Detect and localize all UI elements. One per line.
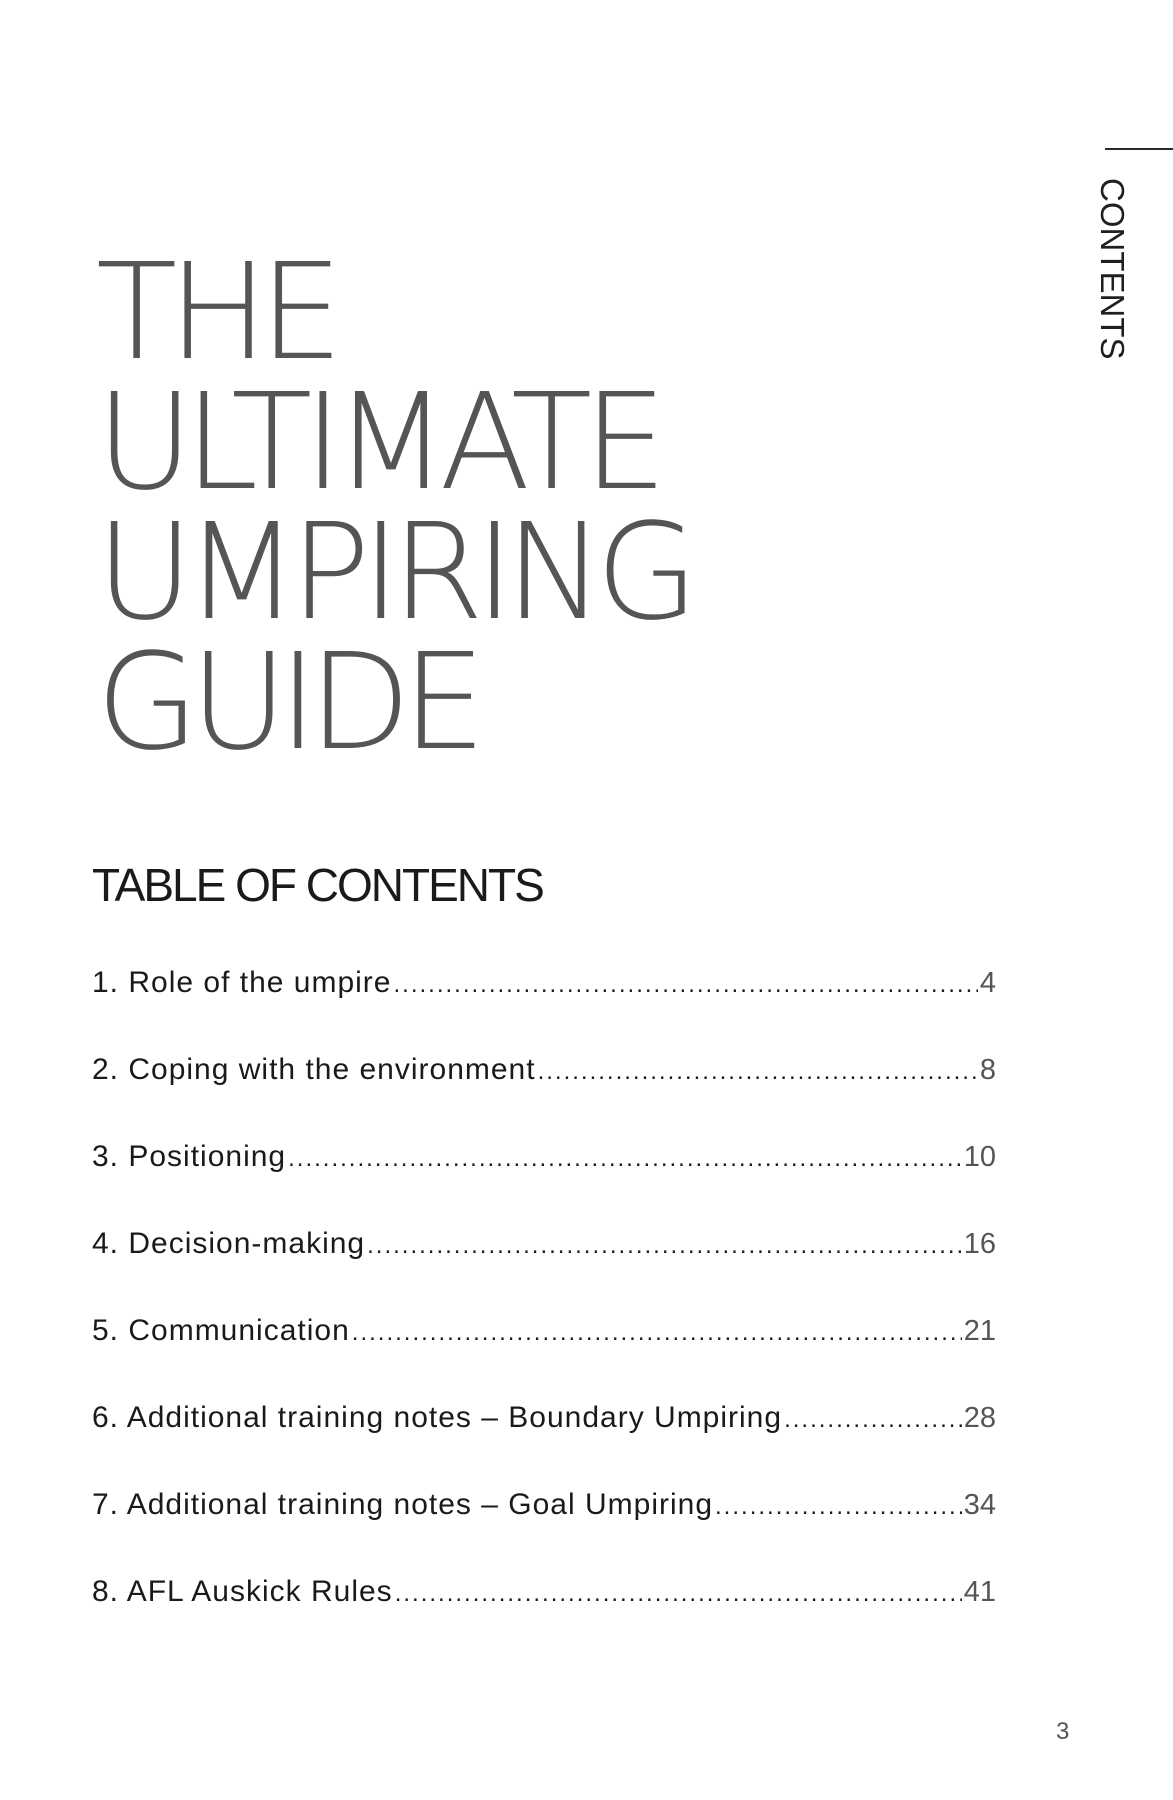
title-line: ULTIMATE: [96, 366, 659, 520]
toc-entry-label: 4. Decision-making: [92, 1227, 366, 1260]
toc-entry-coping-environment[interactable]: [92, 1053, 996, 1140]
toc-entry-label: 5. Communication: [92, 1314, 350, 1347]
title-line: UMPIRING: [96, 496, 690, 650]
page-title: [96, 236, 996, 780]
toc-entry-page: 41: [963, 1576, 996, 1608]
toc-entry-role-of-umpire[interactable]: [92, 966, 996, 1053]
toc-leader-dots: [393, 971, 977, 999]
toc-leader-dots: [715, 1493, 962, 1521]
toc-entry-page: 10: [963, 1141, 996, 1173]
toc-leader-dots: [395, 1580, 962, 1608]
toc-entry-label: 2. Coping with the environment: [92, 1053, 536, 1086]
toc-list: [92, 966, 996, 1662]
toc-entry-label: 8. AFL Auskick Rules: [92, 1575, 393, 1608]
toc-entry-communication[interactable]: [92, 1314, 996, 1401]
toc-entry-label: 7. Additional training notes – Goal Umpiring: [92, 1488, 714, 1521]
toc-heading: TABLE OF CONTENTS: [92, 859, 543, 911]
toc-leader-dots: [367, 1232, 962, 1260]
toc-entry-decision-making[interactable]: [92, 1227, 996, 1314]
toc-entry-auskick-rules[interactable]: [92, 1575, 996, 1662]
toc-entry-label: 6. Additional training notes – Boundary Umpiring: [92, 1401, 783, 1434]
page-number: 3: [1056, 1718, 1070, 1745]
toc-leader-dots: [784, 1406, 962, 1434]
toc-entry-positioning[interactable]: [92, 1140, 996, 1227]
toc-entry-page: 28: [963, 1402, 996, 1434]
side-tab-rule: [1105, 148, 1173, 150]
toc-leader-dots: [538, 1058, 978, 1086]
toc-entry-goal-umpiring[interactable]: [92, 1488, 996, 1575]
toc-entry-boundary-umpiring[interactable]: [92, 1401, 996, 1488]
toc-entry-page: 8: [979, 1054, 996, 1086]
toc-leader-dots: [288, 1145, 962, 1173]
toc-entry-page: 34: [963, 1489, 996, 1521]
toc-entry-label: 3. Positioning: [92, 1140, 287, 1173]
toc-leader-dots: [352, 1319, 962, 1347]
toc-entry-page: 16: [963, 1228, 996, 1260]
toc-entry-page: 21: [963, 1315, 996, 1347]
toc-entry-page: 4: [979, 967, 996, 999]
title-line: GUIDE: [96, 626, 478, 780]
side-tab-label: CONTENTS: [1094, 178, 1131, 360]
toc-entry-label: 1. Role of the umpire: [92, 966, 392, 999]
title-line: THE: [96, 236, 335, 390]
